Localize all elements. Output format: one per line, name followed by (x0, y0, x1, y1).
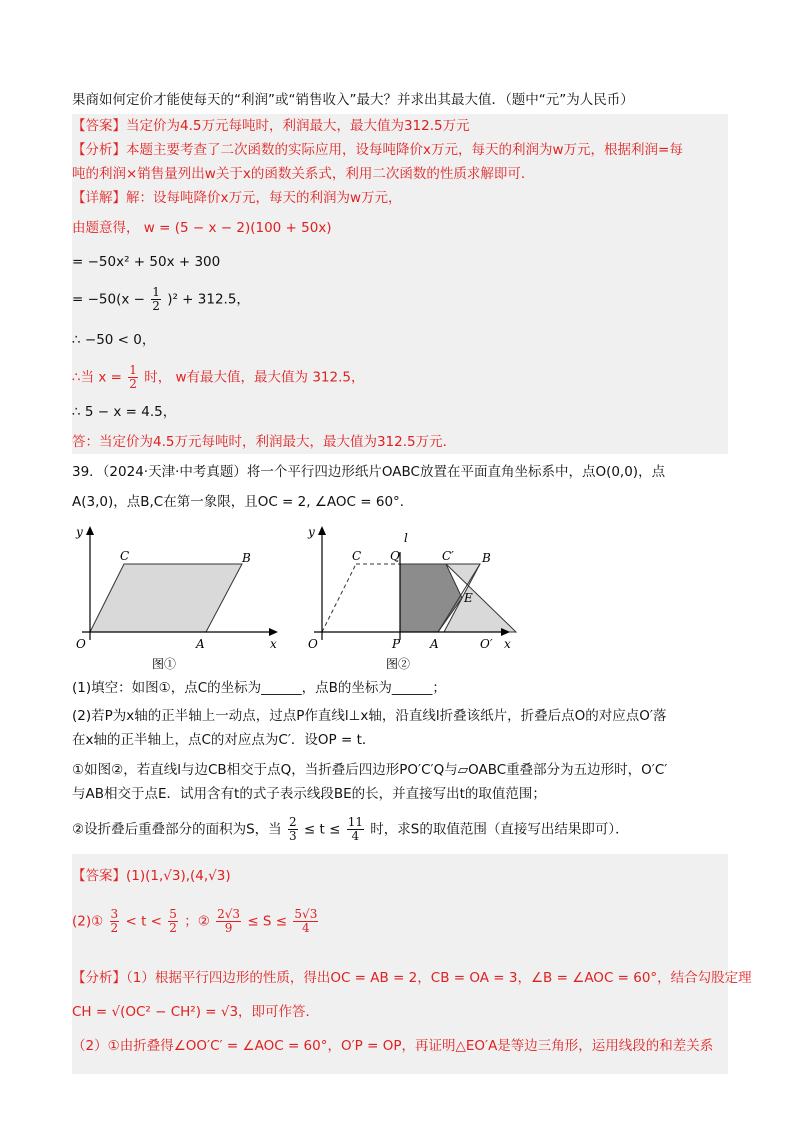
label-x: x (270, 637, 277, 651)
q38-step-4: ∴ −50 < 0， (72, 332, 156, 348)
frac-den: 9 (224, 921, 233, 935)
fraction-half (151, 286, 161, 313)
frac-num: 5√3 (294, 907, 318, 921)
fraction-half (128, 364, 138, 391)
step-1-text: 由题意得， w = (5 − x − 2)(100 + 50x) (72, 220, 332, 236)
q38-analysis-1 (72, 140, 683, 160)
q39-part-2c: ①如图②，若直线l与边CB相交于点Q，当折叠后四边形PO′C′Q与▱OABC重叠部分为五边形时，O′C′ (72, 762, 668, 778)
q39-answer-1 (72, 866, 231, 886)
frac-den: 2 (169, 921, 177, 935)
q39-part-2e (72, 816, 629, 843)
analysis-text: 本题主要考查了二次函数的实际应用，设每吨降价x万元，每天的利润为w万元，根据利润=每 (126, 142, 683, 158)
q38-answer (72, 116, 470, 136)
label-y: y (308, 525, 315, 539)
frac-den: 4 (351, 829, 360, 843)
label-a: A (430, 637, 439, 651)
parallelogram-oabc (90, 564, 242, 632)
q38-final-answer: 答：当定价为4.5万元每吨时，利润最大，最大值为312.5万元． (72, 434, 457, 450)
q39-part-1: (1)填空：如图①，点C的坐标为______，点B的坐标为______； (72, 680, 446, 696)
frac-den: 2 (110, 921, 119, 935)
fraction-2-3 (288, 816, 298, 843)
frac-num: 3 (110, 907, 119, 921)
frac-den: 3 (288, 829, 297, 843)
frac-num: 11 (347, 815, 363, 829)
label-x: x (504, 637, 511, 651)
answer-2d: ≤ S ≤ (247, 913, 288, 930)
label-o-prime: O′ (480, 637, 493, 651)
frac-num: 2√3 (217, 907, 241, 921)
detail-tag: 【详解】 (72, 190, 126, 206)
frac-den: 4 (302, 921, 310, 935)
q39-part-2a: (2)若P为x轴的正半轴上一动点，过点P作直线l⊥x轴，沿直线l折叠该纸片，折叠后点O的对应点O′落 (72, 708, 667, 724)
q39-line-1: 39．（2024·天津·中考真题）将一个平行四边形纸片OABC放置在平面直角坐标系中，点O(0,0)，点 (72, 464, 666, 480)
frac-num: 1 (129, 363, 137, 377)
figure-2 (304, 522, 524, 672)
q38-step-2: = −50x² + 50x + 300 (72, 254, 221, 270)
q39-analysis-1 (72, 968, 752, 988)
q39-answer-2 (72, 908, 320, 935)
y-axis-arrow (318, 526, 326, 535)
q38-step-6: ∴ 5 − x = 4.5， (72, 404, 177, 420)
label-b: B (482, 551, 491, 565)
step-3-right: )² + 312.5， (167, 291, 250, 308)
step-5-right: 时， w有最大值，最大值为 312.5， (144, 369, 365, 386)
step-3-left: = −50(x − (72, 291, 145, 308)
fraction-2r3-9 (216, 908, 241, 935)
frac-den: 2 (129, 377, 137, 391)
fraction-11-4 (347, 816, 364, 843)
label-o: O (76, 637, 86, 651)
analysis-tag: 【分析】 (72, 970, 126, 986)
figure-1 (72, 522, 292, 672)
fraction-5r3-4 (293, 908, 318, 935)
frac-num: 5 (169, 907, 177, 921)
label-o: O (308, 637, 318, 651)
q38-step-5 (72, 364, 365, 391)
fraction-3-2 (110, 908, 120, 935)
part-2e-a: ②设折叠后重叠部分的面积为S，当 (72, 821, 282, 838)
answer-2a: (2)① (72, 913, 104, 930)
frac-den: 2 (152, 299, 160, 313)
answer-tag: 【答案】 (72, 118, 126, 134)
label-q: Q (390, 549, 400, 563)
q39-line-2: A(3,0)，点B,C在第一象限，且OC = 2, ∠AOC = 60°． (72, 494, 414, 510)
x-axis-arrow (269, 628, 278, 636)
label-p: P (392, 637, 401, 651)
answer-text: 当定价为4.5万元每吨时，利润最大，最大值为312.5万元 (126, 118, 470, 134)
label-c-prime: C′ (442, 549, 454, 563)
q38-detail (72, 188, 402, 208)
answer-1-text: (1)(1,√3),(4,√3) (126, 868, 231, 884)
answer-2c: ；② (184, 913, 210, 930)
label-c: C (352, 549, 362, 563)
answer-2b: < t < (125, 913, 162, 930)
detail-text: 解：设每吨降价x万元，每天的利润为w万元， (126, 190, 402, 206)
q38-step-3 (72, 286, 250, 313)
y-axis-arrow (86, 526, 94, 535)
label-e: E (464, 591, 473, 605)
figure-2-caption: 图② (386, 657, 411, 671)
q39-analysis-3: （2）①由折叠得∠OO′C′ = ∠AOC = 60°，O′P = OP，再证明△EO′A是等边三角形，运用线段的和差关系 (72, 1038, 714, 1054)
q39-part-2b: 在x轴的正半轴上，点C的对应点为C′．设OP = t． (72, 732, 376, 748)
fraction-5-2 (168, 908, 178, 935)
part-2e-b: ≤ t ≤ (303, 821, 341, 838)
intro-line: 果商如何定价才能使每天的“利润”或“销售收入”最大？并求出其最大值．（题中“元”为人民币） (72, 92, 634, 108)
analysis-tag: 【分析】 (72, 142, 126, 158)
q39-part-2d: 与AB相交于点E．试用含有t的式子表示线段BE的长，并直接写出t的取值范围； (72, 786, 546, 802)
figure-1-caption: 图① (152, 657, 177, 671)
dashed-oc (322, 564, 356, 632)
label-y: y (76, 525, 83, 539)
q38-analysis-2: 吨的利润×销售量列出w关于x的函数关系式，利用二次函数的性质求解即可． (72, 166, 535, 182)
q38-step-1 (72, 218, 332, 238)
label-c: C (120, 549, 130, 563)
part-2e-c: 时，求S的取值范围（直接写出结果即可）． (370, 821, 629, 838)
step-5-left: ∴当 x = (72, 369, 122, 386)
label-l: l (404, 531, 408, 545)
analysis-1-text: （1）根据平行四边形的性质，得出OC = AB = 2，CB = OA = 3，∠B = ∠AOC = 60°，结合勾股定理 (126, 970, 752, 986)
frac-num: 1 (152, 285, 160, 299)
answer-tag: 【答案】 (72, 868, 126, 884)
frac-num: 2 (288, 815, 297, 829)
q39-analysis-2: CH = √(OC² − CH²) = √3，即可作答． (72, 1004, 320, 1020)
label-b: B (242, 551, 251, 565)
label-a: A (196, 637, 205, 651)
